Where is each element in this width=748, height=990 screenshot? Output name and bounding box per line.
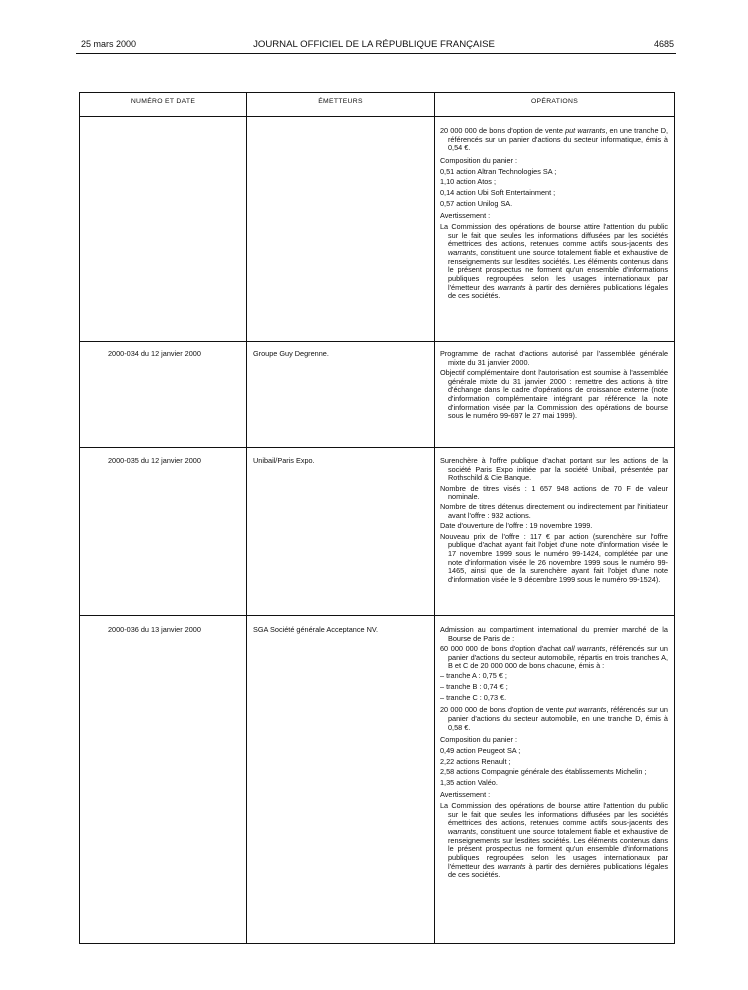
tranche-item: – tranche C : 0,73 €. bbox=[440, 692, 507, 702]
warning-text: La Commission des opérations de bourse attire l'attention du public sur le fait que seules les informations diffusées par les sociétés émettrices des actions, retenues comme actifs sous-jacents des warrants, constituent une source totalement fiable et exhaustive de renseignements sur lesdites sociétés. Les éléments contenus dans le présent prospectus ne forment qu'un ensemble d'informations publiques regroupées selon les usages internationaux par l'émetteur des warrants à partir des dernières publications légales de ces sociétés. bbox=[440, 221, 668, 301]
basket-item: 1,35 action Valéo. bbox=[440, 777, 498, 787]
page-number: 4685 bbox=[653, 39, 674, 49]
basket-item: 2,22 actions Renault ; bbox=[440, 756, 511, 766]
table-top-rule bbox=[79, 92, 674, 93]
operation-paragraph: Nouveau prix de l'offre : 117 € par action (surenchère sur l'offre publique d'achat ayant fait l'objet d'une note d'information visée le 17 novembre 1999 sous le numéro 99-1424, complétée par une note d'information visée le 26 novembre 1999 sous le numéro 99-1465, ainsi que de la surenchère ayant fait l'objet d'une note d'information visée le 9 décembre 1999 sous le numéro 99-1524). bbox=[440, 531, 668, 584]
operation-paragraph: Objectif complémentaire dont l'autorisation est soumise à l'assemblée générale mixte du 31 janvier 2000 : remettre des actions à titre d'échange dans le cadre d'opérations de croissance externe (note d'information complémentaire intégrant par référence la note d'information visée par la Commission des opérations de bourse sous le numéro 99-697 le 27 mai 1999). bbox=[440, 367, 668, 421]
operation-paragraph: Date d'ouverture de l'offre : 19 novembre 1999. bbox=[440, 521, 593, 531]
row-operations bbox=[440, 457, 668, 586]
basket-heading: Composition du panier : bbox=[440, 735, 518, 745]
row-separator bbox=[79, 447, 674, 448]
operation-paragraph: Programme de rachat d'actions autorisé par l'assemblée générale mixte du 31 janvier 2000. bbox=[440, 349, 668, 367]
table-row-continuation-operations bbox=[440, 127, 668, 302]
row-emetteur: Unibail/Paris Expo. bbox=[253, 456, 315, 465]
basket-item: 0,49 action Peugeot SA ; bbox=[440, 746, 521, 756]
basket-item: 1,10 action Atos ; bbox=[440, 177, 496, 187]
basket-item: 0,57 action Unilog SA. bbox=[440, 198, 513, 208]
row-emetteur: SGA Société générale Acceptance NV. bbox=[253, 625, 379, 634]
journal-title: JOURNAL OFFICIEL DE LA RÉPUBLIQUE FRANÇAISE bbox=[253, 39, 495, 50]
column-divider bbox=[246, 92, 247, 944]
warrant-issue-paragraph: 20 000 000 de bons d'option de vente put warrants, en une tranche D, référencés sur un panier d'actions du secteur informatique, émis à 0,54 €. bbox=[440, 126, 668, 153]
column-header-rule bbox=[79, 116, 674, 117]
table-border-right bbox=[674, 92, 675, 944]
warrant-issue-paragraph: 20 000 000 de bons d'option de vente put warrants, référencés sur un panier d'actions du secteur automobile, en une tranche D, émis à 0,58 €. bbox=[440, 705, 668, 732]
row-operations bbox=[440, 626, 668, 881]
basket-heading: Composition du panier : bbox=[440, 155, 518, 165]
warning-heading: Avertissement : bbox=[440, 211, 491, 221]
column-header-operations: OPÉRATIONS bbox=[530, 98, 579, 105]
operation-paragraph: Nombre de titres visés : 1 657 948 actions de 70 F de valeur nominale. bbox=[440, 483, 668, 502]
warrant-issue-paragraph: 60 000 000 de bons d'option d'achat call warrants, référencés sur un panier d'actions du secteur automobile, répartis en trois tranches A, B et C de 20 000 000 de bons chacune, émis à : bbox=[440, 643, 668, 671]
column-divider bbox=[434, 92, 435, 944]
operation-paragraph: Nombre de titres détenus directement ou indirectement par l'initiateur avant l'offre : 932 actions. bbox=[440, 502, 668, 521]
warning-text: La Commission des opérations de bourse attire l'attention du public sur le fait que seules les informations diffusées par les sociétés émettrices des actions, retenues comme actifs sous-jacents des warrants, constituent une source totalement fiable et exhaustive de renseignements sur lesdites sociétés. Les éléments contenus dans le présent prospectus ne forment qu'un ensemble d'informations publiques regroupées selon les usages internationaux par l'émetteur des warrants à partir des dernières publications légales de ces sociétés. bbox=[440, 800, 668, 880]
header-rule bbox=[76, 53, 676, 54]
basket-item: 0,51 action Altran Technologies SA ; bbox=[440, 166, 557, 176]
row-number-date: 2000-035 du 12 janvier 2000 bbox=[108, 456, 201, 465]
column-header-emetteurs: ÉMETTEURS bbox=[318, 98, 363, 105]
row-emetteur: Groupe Guy Degrenne. bbox=[253, 349, 329, 358]
warning-heading: Avertissement : bbox=[440, 790, 491, 800]
basket-item: 2,58 actions Compagnie générale des établissements Michelin ; bbox=[440, 767, 647, 777]
row-number-date: 2000-034 du 12 janvier 2000 bbox=[108, 349, 201, 358]
operation-paragraph: Surenchère à l'offre publique d'achat portant sur les actions de la société Paris Expo initiée par la société Unibail, présentée par Rothschild & Cie Banque. bbox=[440, 456, 668, 483]
row-separator bbox=[79, 615, 674, 616]
table-border-left bbox=[79, 92, 80, 944]
header-date: 25 mars 2000 bbox=[81, 39, 137, 49]
basket-item: 0,14 action Ubi Soft Entertainment ; bbox=[440, 187, 556, 197]
row-number-date: 2000-036 du 13 janvier 2000 bbox=[108, 625, 201, 634]
tranche-item: – tranche B : 0,74 € ; bbox=[440, 682, 508, 692]
table-bottom-rule bbox=[79, 943, 674, 944]
row-separator bbox=[79, 341, 674, 342]
row-operations bbox=[440, 350, 668, 422]
column-header-numero: NUMÉRO ET DATE bbox=[130, 98, 196, 105]
tranche-item: – tranche A : 0,75 € ; bbox=[440, 671, 507, 681]
operation-paragraph: Admission au compartiment international du premier marché de la Bourse de Paris de : bbox=[440, 625, 668, 643]
